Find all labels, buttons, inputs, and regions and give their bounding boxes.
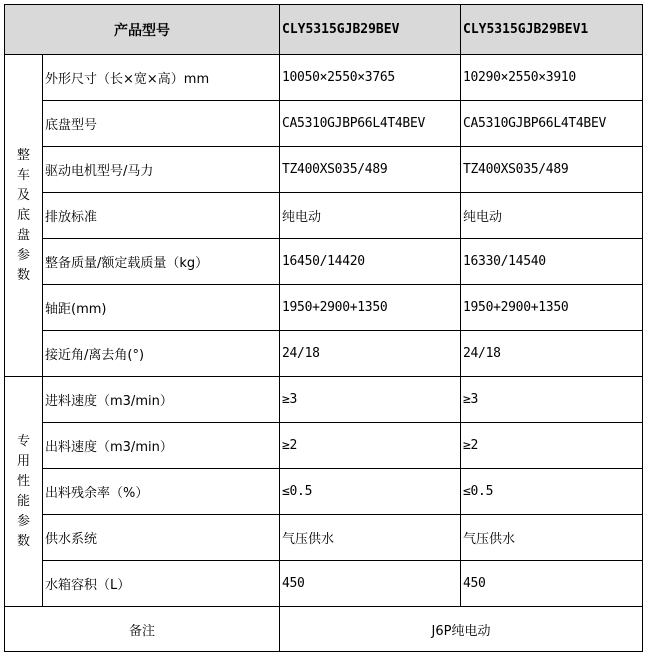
param-approach-departure-angle: 接近角/离去角(°) [43,331,280,377]
param-discharge-speed: 出料速度（m3/min） [43,423,280,469]
table-row [5,561,643,607]
group-label-text: 整车及底盘参数 [16,147,30,283]
group-label-special-performance [5,377,43,607]
value-cell: 450 [280,561,461,607]
value-cell: 24/18 [461,331,643,377]
param-dimensions: 外形尺寸（长×宽×高）mm [43,55,280,101]
value-cell: TZ400XS035/489 [461,147,643,193]
param-residual-rate: 出料残余率（%） [43,469,280,515]
value-cell: ≤0.5 [280,469,461,515]
spec-table [4,4,643,652]
value-cell: ≤0.5 [461,469,643,515]
table-row [5,285,643,331]
notes-row [5,607,643,652]
param-motor-model: 驱动电机型号/马力 [43,147,280,193]
param-wheelbase: 轴距(mm) [43,285,280,331]
table-row [5,469,643,515]
param-mass: 整备质量/额定载质量（kg） [43,239,280,285]
value-cell: 气压供水 [461,515,643,561]
value-cell: 10050×2550×3765 [280,55,461,101]
value-cell: 24/18 [280,331,461,377]
param-water-supply: 供水系统 [43,515,280,561]
table-row [5,331,643,377]
value-cell: ≥2 [280,423,461,469]
model-2-header: CLY5315GJB29BEV1 [461,5,643,55]
notes-value: J6P纯电动 [280,607,643,652]
param-emission-standard: 排放标准 [43,193,280,239]
table-row [5,377,643,423]
value-cell: 1950+2900+1350 [280,285,461,331]
group-label-vehicle-chassis [5,55,43,377]
product-model-header: 产品型号 [5,5,280,55]
value-cell: 纯电动 [280,193,461,239]
value-cell: 16330/14540 [461,239,643,285]
param-chassis-model: 底盘型号 [43,101,280,147]
table-row [5,515,643,561]
group-label-text: 专用性能参数 [16,433,30,549]
table-row [5,101,643,147]
model-1-header: CLY5315GJB29BEV [280,5,461,55]
table-row [5,239,643,285]
value-cell: ≥3 [280,377,461,423]
value-cell: TZ400XS035/489 [280,147,461,193]
table-row [5,147,643,193]
table-row [5,423,643,469]
value-cell: CA5310GJBP66L4T4BEV [461,101,643,147]
table-row [5,193,643,239]
value-cell: 450 [461,561,643,607]
value-cell: 纯电动 [461,193,643,239]
notes-label: 备注 [5,607,280,652]
value-cell: 1950+2900+1350 [461,285,643,331]
value-cell: 气压供水 [280,515,461,561]
table-row [5,55,643,101]
value-cell: ≥2 [461,423,643,469]
value-cell: CA5310GJBP66L4T4BEV [280,101,461,147]
param-water-tank-volume: 水箱容积（L） [43,561,280,607]
header-row [5,5,643,55]
param-feed-speed: 进料速度（m3/min） [43,377,280,423]
value-cell: 10290×2550×3910 [461,55,643,101]
value-cell: ≥3 [461,377,643,423]
value-cell: 16450/14420 [280,239,461,285]
